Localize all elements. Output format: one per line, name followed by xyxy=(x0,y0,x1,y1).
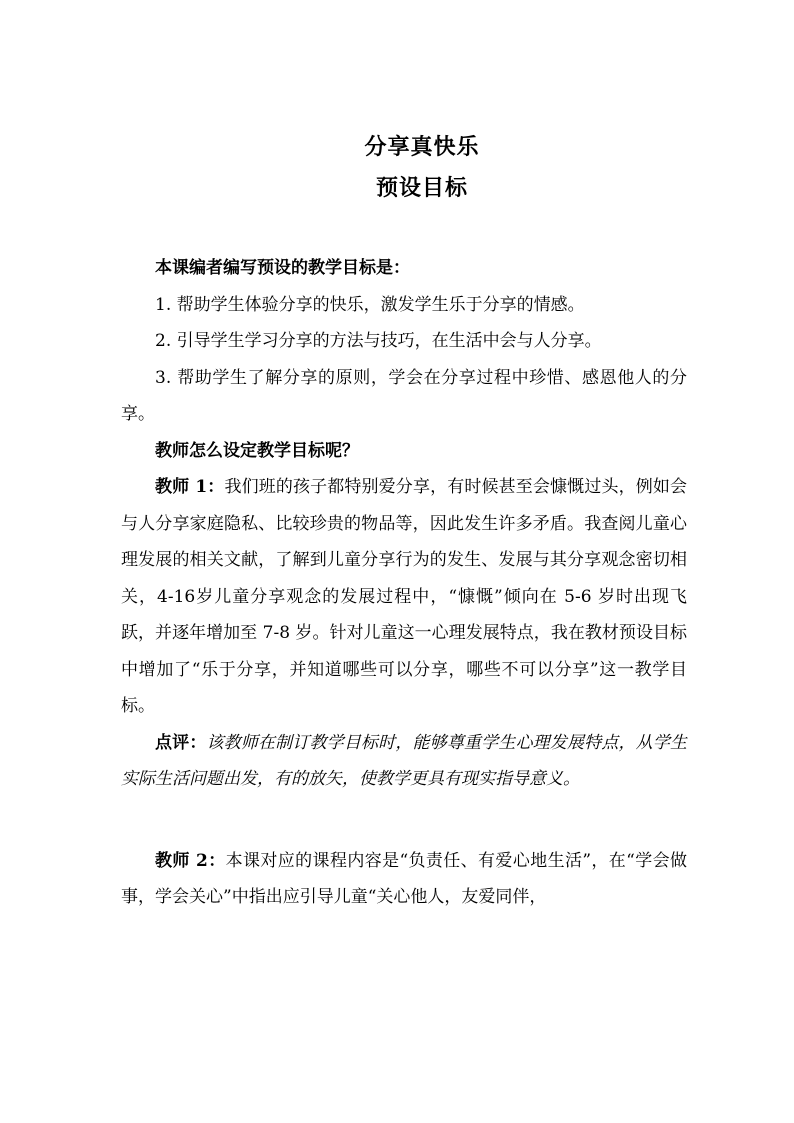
teacher-1-text: 我们班的孩子都特别爱分享，有时候甚至会慷慨过头，例如会与人分享家庭隐私、比较珍贵的物品等，因此发生许多矛盾。我查阅儿童心理发展的相关文献，了解到儿童分享行为的发生、发展与其分享观念密切相关，4-16岁儿童分享观念的发展过程中，“慷慨”倾向在 5-6 岁时出现飞跃，并逐年增加至 7-8 岁。针对儿童这一心理发展特点，我在教材预设目标中增加了“乐于分享，并知道哪些可以分享，哪些不可以分享”这一教学目标。 xyxy=(121,477,688,716)
question-heading: 教师怎么设定教学目标呢？ xyxy=(155,440,359,461)
teacher-2-text: 本课对应的课程内容是“负责任、有爱心地生活”，在“学会做事，学会关心”中指出应引导儿童“关心他人，友爱同伴， xyxy=(121,850,687,907)
paragraph-gap xyxy=(121,798,687,843)
goal-2: 2. 引导学生学习分享的方法与技巧，在生活中会与人分享。 xyxy=(155,331,602,351)
teacher-2-paragraph xyxy=(121,843,687,916)
goal-3: 3. 帮助学生了解分享的原则，学会在分享过程中珍惜、感恩他人的分享。 xyxy=(121,367,687,424)
teacher-2-label: 教师 2： xyxy=(155,850,226,871)
remark-paragraph xyxy=(121,725,687,798)
goal-1: 1. 帮助学生体验分享的快乐，激发学生乐于分享的情感。 xyxy=(155,294,585,315)
teacher-1-paragraph xyxy=(121,469,687,725)
intro-heading: 本课编者编写预设的教学目标是： xyxy=(155,258,410,278)
remark-label: 点评： xyxy=(155,732,207,753)
teacher-1-label: 教师 1： xyxy=(155,477,225,497)
remark-text: 该教师在制订教学目标时，能够尊重学生心理发展特点，从学生实际生活问题出发，有的放矢，使教学更具有现实指导意义。 xyxy=(121,732,687,789)
document-body xyxy=(121,250,687,916)
document-subtitle: 预设目标 xyxy=(375,175,468,201)
document-title: 分享真快乐 xyxy=(364,134,480,160)
